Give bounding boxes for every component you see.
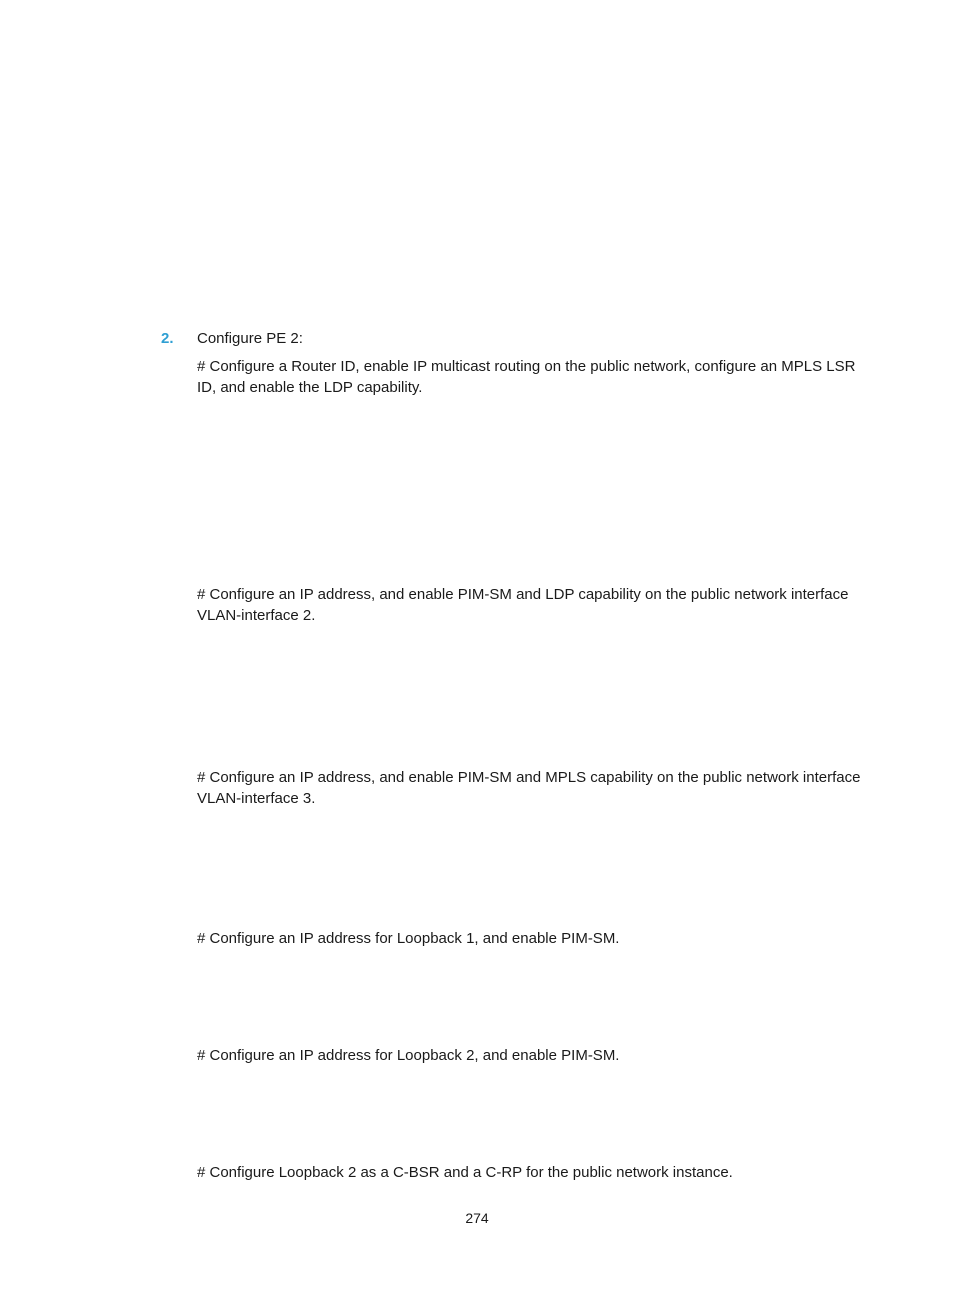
step-number: 2. [161,330,174,347]
instruction-vlan-interface-3: # Configure an IP address, and enable PIM-SM and MPLS capability on the public network interface VLAN-interface 3. [197,769,861,807]
instruction-c-bsr-c-rp: # Configure Loopback 2 as a C-BSR and a C-RP for the public network instance. [197,1164,733,1181]
page-number: 274 [465,1210,489,1226]
instruction-router-id: # Configure a Router ID, enable IP multicast routing on the public network, configure an MPLS LSR ID, and enable the LDP capability. [197,358,856,396]
instruction-loopback-1: # Configure an IP address for Loopback 1, and enable PIM-SM. [197,930,620,947]
step-title: Configure PE 2: [197,330,303,347]
instruction-vlan-interface-2: # Configure an IP address, and enable PIM-SM and LDP capability on the public network interface VLAN-interface 2. [197,586,849,624]
instruction-loopback-2: # Configure an IP address for Loopback 2, and enable PIM-SM. [197,1047,620,1064]
